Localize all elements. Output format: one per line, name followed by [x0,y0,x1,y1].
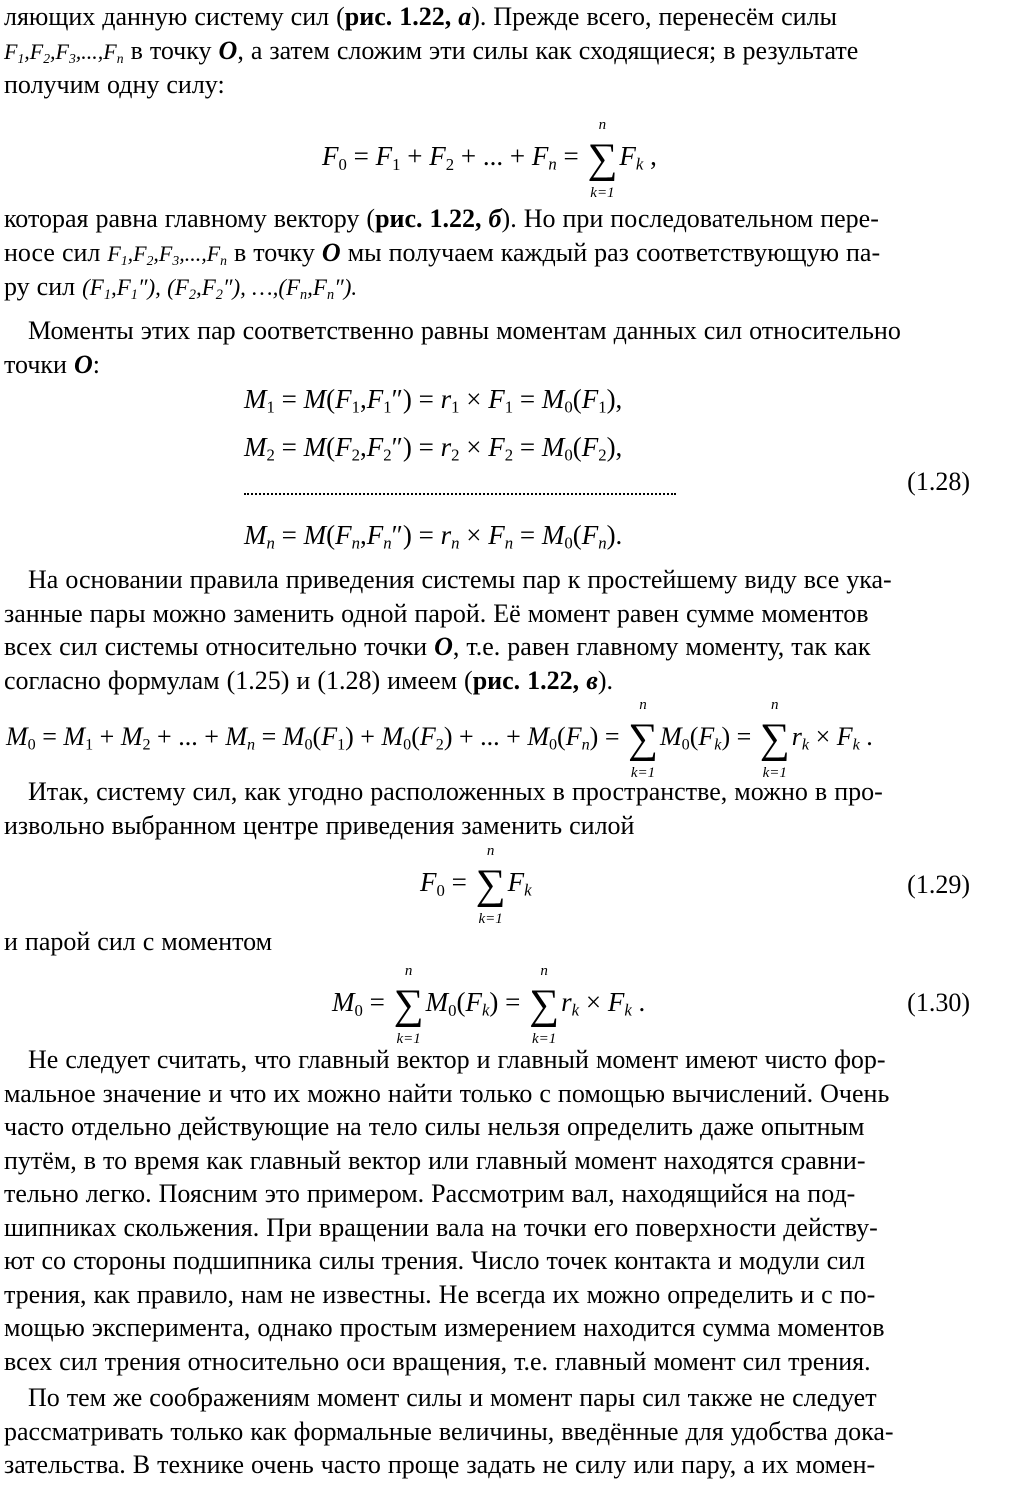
force-pairs: $(F_1,F_1'')$, $(F_2,F_2'')$, $\dots,(F_n,F_n'')$. [82,275,358,303]
paragraph-1 [4,0,1006,102]
equation-number-1-28: (1.28) [907,467,970,496]
paragraph-2: которая равна главному вектору (рис. 1.22, б). Но при последовательном пере- носе сил $F_1,F_2,F_3,...,F_n$ в точку O мы получаем каждый раз соответствующую па- ру сил $(F_1,F_1'')$, $(F_2,F_2'')$, $\dots,(F_n,F_n'')$. [4,204,881,303]
paragraph-8: По тем же соображениям момент силы и момент пары сил также не следует рассматривать только как формальные величины, введённые для удобства дока- зательства. В технике очень часто проще задать не силу или пару, а их момен- [4,1383,894,1479]
figure-ref: рис. 1.22, [344,2,459,31]
equation-M2: $M_2 = M(F_2,F_2'') = r_2 \times F_2 = M_0(F_2)$, [244,432,623,465]
equation-number-1-30: (1.30) [907,988,970,1017]
equation-1-29: $F_0$ = n ∑ k=1 $F_k$ [420,843,532,927]
paragraph-7: Не следует считать, что главный вектор и главный момент имеют чисто фор- мальное значение и что их можно найти только с помощью вычислений. Очень часто отдельно действующие на тело силы нельзя определить даже опытным путём, в то время как главный вектор или главный момент находятся сравни- тельно легко. Поясним это примером. Рассмотрим вал, находящийся на под- шипниках скольжения. При вращении вала на точки его поверхности действу- ют со стороны подшипника силы трения. Число точек контакта и модули сил трения, как правило, нам не известны. Не всегда их можно определить и с по- мощью эксперимента, однако простым измерением находится сумма моментов всех сил трения относительно оси вращения, т.е. главный момент сил трения. [4,1045,890,1376]
text: ). Прежде всего, перенесём силы [471,2,838,31]
point-O: O [218,35,238,65]
text: получим одну силу: [4,70,225,99]
equation-1-30: $M_0$ = n ∑ k=1 $M_0(F_k)$ = n ∑ k=1 $r_k \times F_k$ . [332,963,646,1047]
paragraph-4: На основании правила приведения системы пар к простейшему виду все ука- занные пары можно заменить одной парой. Её момент равен сумме моментов всех сил системы относительно точки O, т.е. равен главному моменту, так как согласно формулам (1.25) и (1.28) имеем (рис. 1.22, в). [4,565,892,695]
sum-symbol: n ∑ k=1 [587,117,618,201]
text: , а затем сложим эти силы как сходящиеся; в результате [237,35,859,65]
paragraph-6: и парой сил с моментом [4,927,273,956]
text: ляющих данную систему сил ( [4,2,345,31]
equation-main-vector: $F_0 = F_1 + F_2$ + ... + $F_n$ = n ∑ k=1 $F_k$ , [322,117,657,201]
paragraph-3: Моменты этих пар соответственно равны моментам данных сил относительно точки O: [4,316,901,379]
equation-Mn: $M_n = M(F_n,F_n'') = r_n \times F_n = M_0(F_n)$. [244,520,623,553]
dotted-line [244,483,676,495]
paragraph-5: Итак, систему сил, как угодно расположенных в пространстве, можно в про- извольно выбранном центре приведения заменить силой [4,777,883,840]
equation-main-moment-long: $M_0 = M_1 + M_2$ + ... + $M_n = M_0(F_1) + M_0(F_2)$ + ... + $M_0(F_n)$ = n ∑ k=1 $M_0(F_k)$ = n ∑ k=1 $r_k \times F_k$ . [6,697,873,781]
figure-ref-letter: а [458,2,472,31]
equation-number-1-29: (1.29) [907,870,970,899]
forces-list: $F_1,F_2,F_3,...,F_n$ [4,38,124,66]
text: в точку [123,35,219,65]
equation-M1: $M_1 = M(F_1,F_1'') = r_1 \times F_1 = M_0(F_1)$, [244,384,623,417]
